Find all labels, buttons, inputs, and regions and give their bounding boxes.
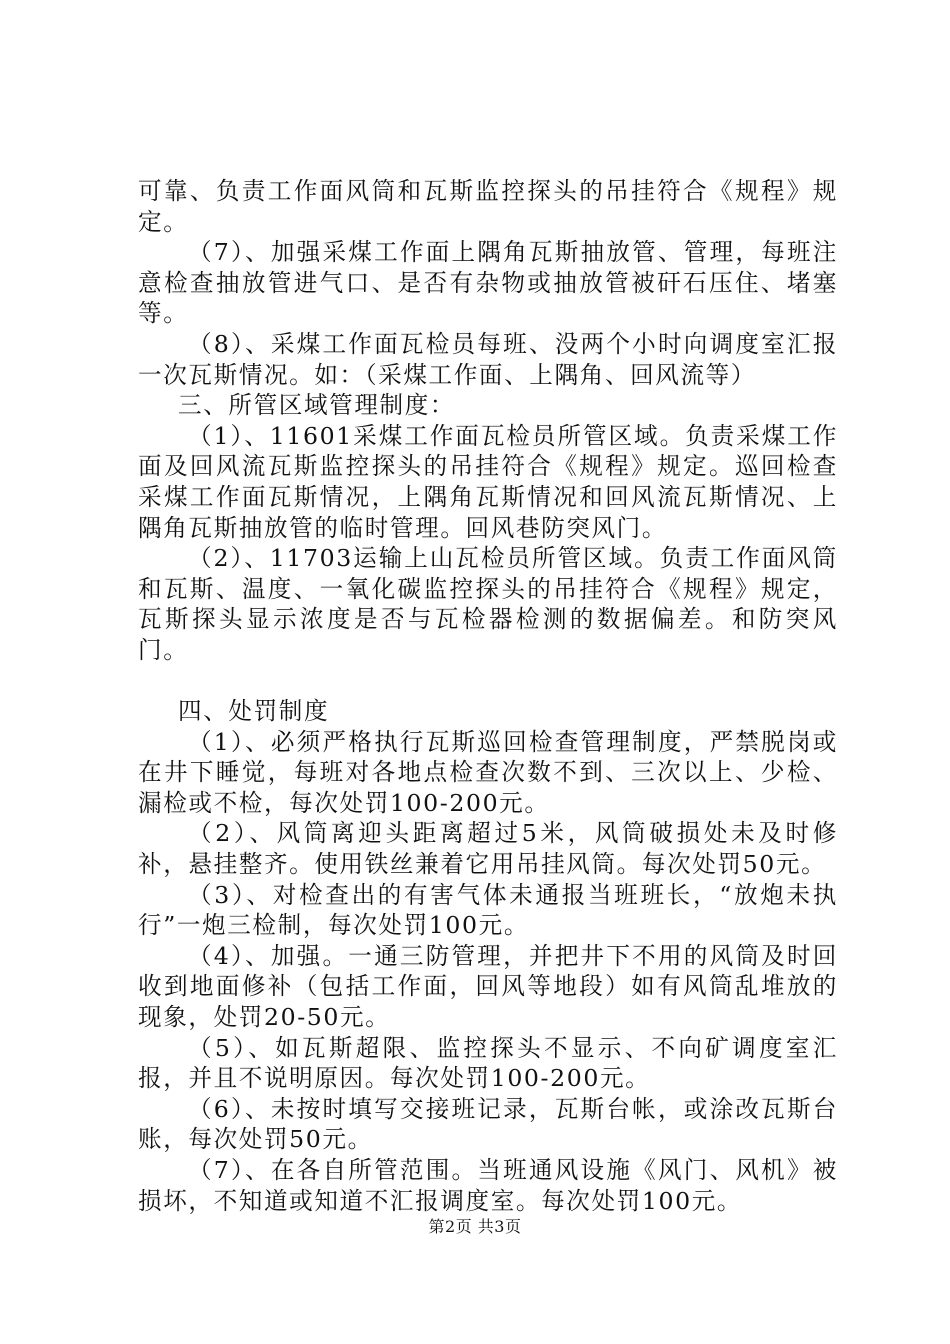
paragraph-penalty-5: （5）、如瓦斯超限、监控探头不显示、不向矿调度室汇报，并且不说明原因。每次处罚100-200元。 (138, 1033, 838, 1093)
paragraph-continuation: 可靠、负责工作面风筒和瓦斯监控探头的吊挂符合《规程》规定。 (138, 177, 838, 236)
paragraph-item-8: （8）、采煤工作面瓦检员每班、没两个小时向调度室汇报一次瓦斯情况。如：（采煤工作面、上隅角、回风流等） (138, 329, 838, 389)
paragraph-penalty-3: （3）、对检查出的有害气体未通报当班班长，“放炮未执行”一炮三检制，每次处罚100元。 (138, 880, 838, 940)
document-body (138, 176, 838, 1216)
section-heading-3: 三、所管区域管理制度： (178, 391, 456, 420)
paragraph-area-1: （1）、11601采煤工作面瓦检员所管区域。负责采煤工作面及回风流瓦斯监控探头的吊挂符合《规程》规定。巡回检查采煤工作面瓦斯情况，上隅角瓦斯情况和回风流瓦斯情况、上隅角瓦斯抽放管的临时管理。回风巷防突风门。 (138, 421, 838, 542)
paragraph-penalty-4: （4）、加强。一通三防管理，并把井下不用的风筒及时回收到地面修补（包括工作面，回风等地段）如有风筒乱堆放的现象，处罚20-50元。 (138, 941, 838, 1032)
paragraph-area-2: （2）、11703运输上山瓦检员所管区域。负责工作面风筒和瓦斯、温度、一氧化碳监控探头的吊挂符合《规程》规定，瓦斯探头显示浓度是否与瓦检器检测的数据偏差。和防突风门。 (138, 544, 838, 664)
section-heading-4: 四、处罚制度 (178, 697, 330, 726)
paragraph-item-7: （7）、加强采煤工作面上隅角瓦斯抽放管、管理，每班注意检查抽放管进气口、是否有杂物或抽放管被矸石压住、堵塞等。 (138, 238, 838, 328)
page-footer: 第2页 共3页 (428, 1217, 522, 1236)
paragraph-penalty-6: （6）、未按时填写交接班记录，瓦斯台帐，或涂改瓦斯台账，每次处罚50元。 (138, 1094, 838, 1154)
paragraph-penalty-2: （2）、风筒离迎头距离超过5米，风筒破损处未及时修补，悬挂整齐。使用铁丝兼着它用吊挂风筒。每次处罚50元。 (138, 819, 838, 879)
blank-line (138, 666, 838, 697)
paragraph-penalty-1: （1）、必须严格执行瓦斯巡回检查管理制度，严禁脱岗或在井下睡觉，每班对各地点检查次数不到、三次以上、少检、漏检或不检，每次处罚100-200元。 (138, 727, 838, 817)
paragraph-penalty-7: （7）、在各自所管范围。当班通风设施《风门、风机》被损坏，不知道或知道不汇报调度室。每次处罚100元。 (138, 1156, 838, 1215)
